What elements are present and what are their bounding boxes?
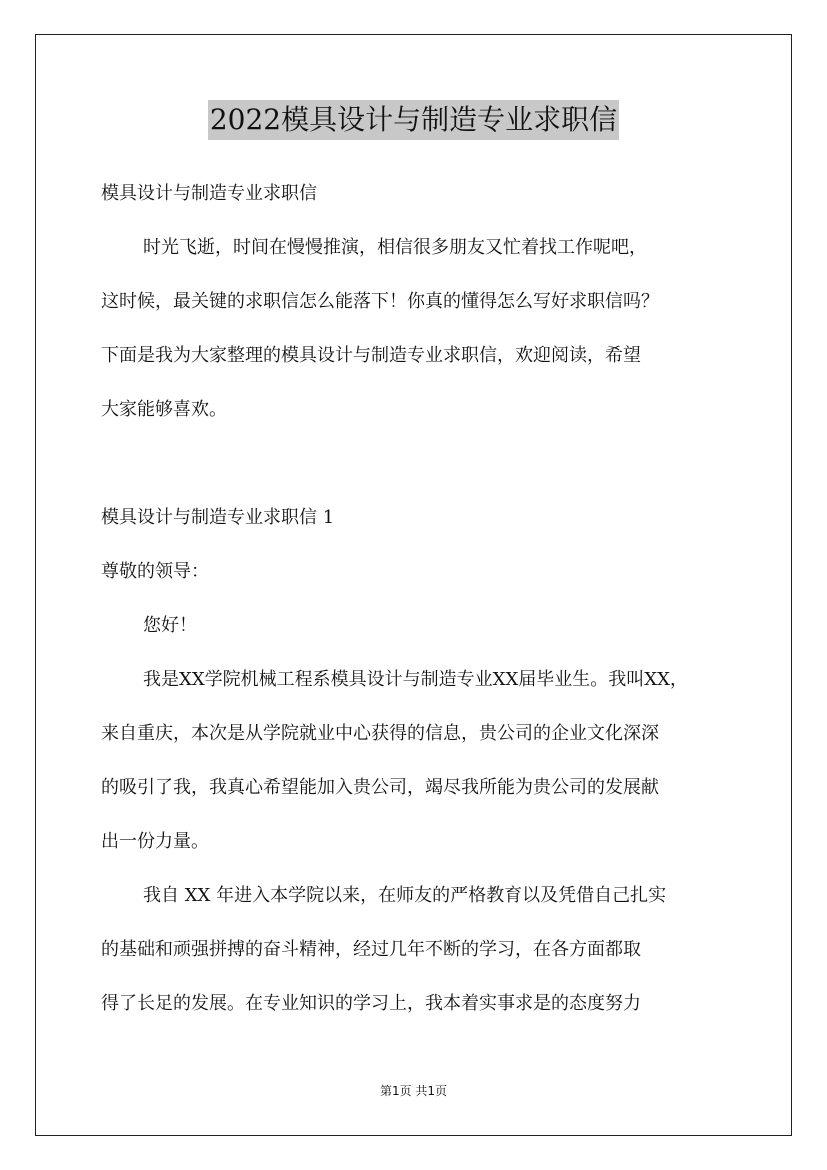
salutation: 尊敬的领导： [101, 561, 209, 582]
title-container [0, 100, 827, 140]
text-line: 的基础和顽强拼搏的奋斗精神，经过几年不断的学习，在各方面都取 [101, 939, 641, 960]
text-line: 时光飞逝，时间在慢慢推演，相信很多朋友又忙着找工作呢吧， [143, 237, 647, 258]
text-line: 我是XX学院机械工程系模具设计与制造专业XX届毕业生。我叫XX， [143, 669, 688, 690]
text-line: 出一份力量。 [101, 831, 209, 852]
text-line: 我自 XX 年进入本学院以来，在师友的严格教育以及凭借自己扎实 [143, 885, 667, 906]
page-footer: 第1页 共1页 [379, 1084, 448, 1098]
document-title: 2022模具设计与制造专业求职信 [208, 100, 619, 140]
greeting: 您好！ [143, 615, 197, 636]
text-line: 大家能够喜欢。 [101, 399, 227, 420]
text-line: 的吸引了我，我真心希望能加入贵公司，竭尽我所能为贵公司的发展献 [101, 777, 659, 798]
section-heading: 模具设计与制造专业求职信 1 [101, 507, 335, 528]
text-line: 下面是我为大家整理的模具设计与制造专业求职信，欢迎阅读，希望 [101, 345, 641, 366]
subtitle-line: 模具设计与制造专业求职信 [101, 183, 317, 204]
text-line: 来自重庆，本次是从学院就业中心获得的信息，贵公司的企业文化深深 [101, 723, 659, 744]
text-line: 得了长足的发展。在专业知识的学习上，我本着实事求是的态度努力 [101, 993, 641, 1014]
text-line: 这时候，最关键的求职信怎么能落下！你真的懂得怎么写好求职信吗？ [101, 291, 659, 312]
